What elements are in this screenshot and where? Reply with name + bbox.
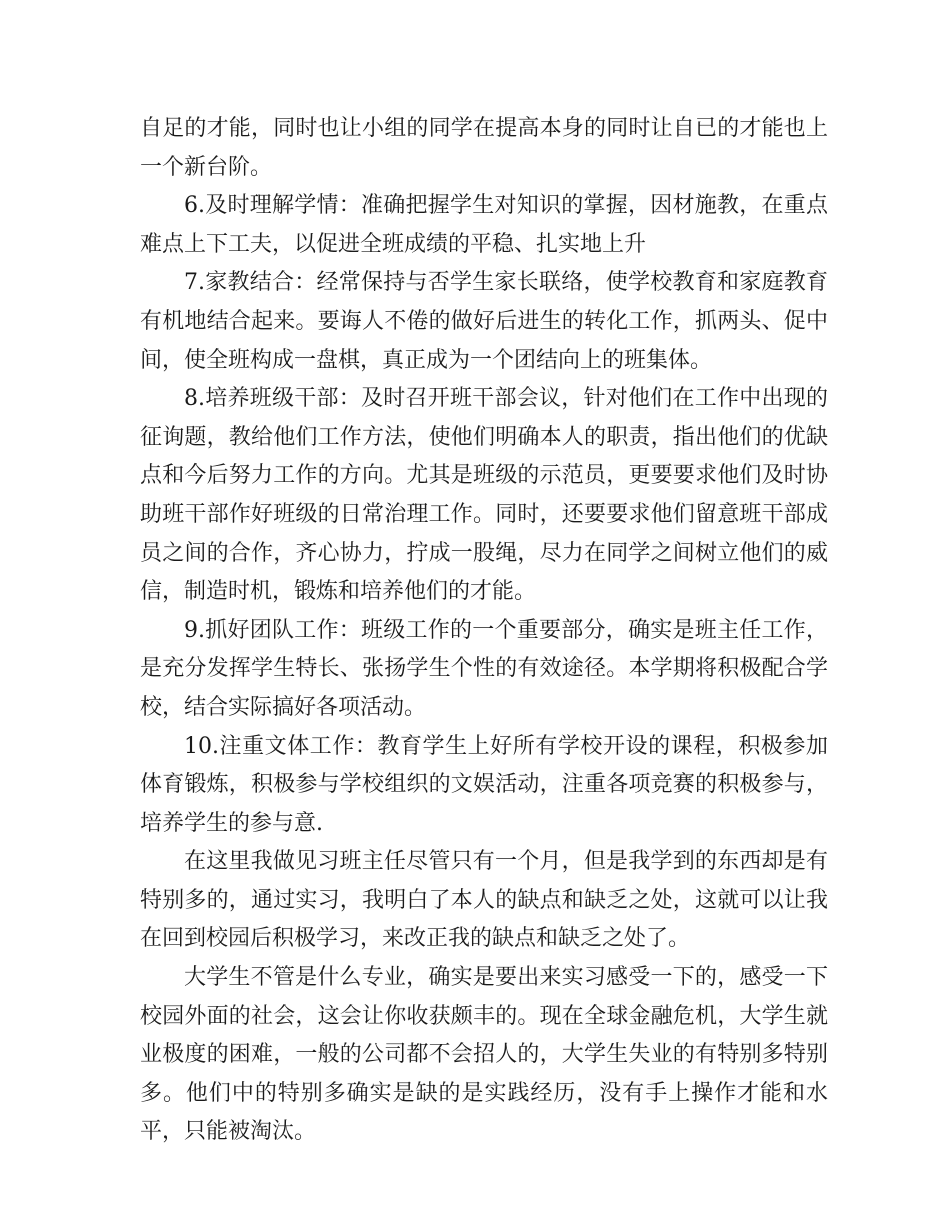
paragraph-reflection: 在这里我做见习班主任尽管只有一个月，但是我学到的东西却是有特别多的，通过实习，我明白了本人的缺点和缺乏之处，这就可以让我在回到校园后积极学习，来改正我的缺点和缺乏之处了。	[140, 849, 828, 952]
document-body	[140, 110, 828, 1152]
paragraph-item-6: 6.及时理解学情：准确把握学生对知识的掌握，因材施教，在重点难点上下工夫，以促进全班成绩的平稳、扎实地上升	[140, 193, 828, 257]
paragraph-item-7: 7.家教结合：经常保持与否学生家长联络，使学校教育和家庭教育有机地结合起来。要诲人不倦的做好后进生的转化工作，抓两头、促中间，使全班构成一盘棋，真正成为一个团结向上的班集体。	[140, 270, 828, 373]
paragraph-item-8: 8.培养班级干部：及时召开班干部会议，针对他们在工作中出现的征询题，教给他们工作方法，使他们明确本人的职责，指出他们的优缺点和今后努力工作的方向。尤其是班级的示范员，更要要求他们及时协助班干部作好班级的日常治理工作。同时，还要要求他们留意班干部成员之间的合作，齐心协力，拧成一股绳，尽力在同学之间树立他们的威信，制造时机，锻炼和培养他们的才能。	[140, 386, 828, 605]
paragraph-item-10: 10.注重文体工作：教育学生上好所有学校开设的课程，积极参加体育锻炼，积极参与学校组织的文娱活动，注重各项竞赛的积极参与，培养学生的参与意.	[140, 733, 828, 836]
paragraph-conclusion: 大学生不管是什么专业，确实是要出来实习感受一下的，感受一下校园外面的社会，这会让你收获颇丰的。现在全球金融危机，大学生就业极度的困难，一般的公司都不会招人的，大学生失业的有特别多特别多。他们中的特别多确实是缺的是实践经历，没有手上操作才能和水平，只能被淘汰。	[140, 965, 828, 1145]
paragraph-continuation: 自足的才能，同时也让小组的同学在提高本身的同时让自已的才能也上一个新台阶。	[140, 116, 828, 180]
paragraph-item-9: 9.抓好团队工作：班级工作的一个重要部分，确实是班主任工作，是充分发挥学生特长、张扬学生个性的有效途径。本学期将积极配合学校，结合实际搞好各项活动。	[140, 617, 828, 720]
